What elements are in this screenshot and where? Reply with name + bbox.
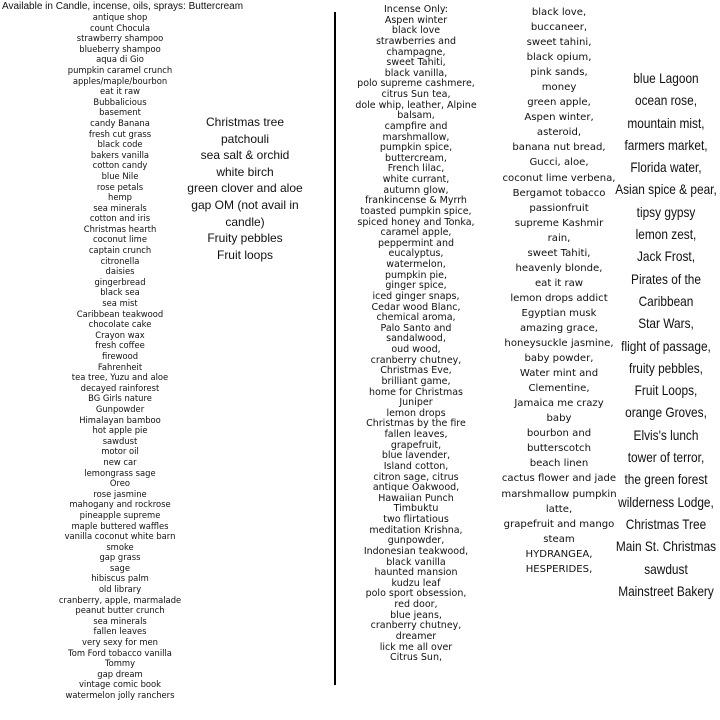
scent-item: cotton and iris [89,213,151,224]
scent-item: gunpowder, [387,535,445,547]
scent-item: cotton candy [92,160,148,171]
scent-item: chemical aroma, [376,312,456,324]
scent-item: marshmallow pumpkin [501,488,617,500]
scent-item: bakers vanilla [90,149,150,160]
scent-item: patchouli [220,131,270,146]
scent-item: peanut butter crunch [75,605,165,616]
scent-item: Hawaiian Punch [378,492,454,504]
scent-item: lemongrass sage [84,467,156,478]
scent-item: Oreo [109,478,131,489]
scent-item: eat it raw [100,86,140,97]
scent-item: lick me all over [379,641,453,653]
scent-item: brilliant game, [381,375,451,387]
scent-item: buccaneer, [530,22,588,34]
scent-item: citron sage, citrus [373,471,459,483]
scent-item: money [541,82,577,94]
scent-item: cranberry chutney, [370,620,462,632]
scent-item: Gunpowder [95,403,145,414]
scent-item: watermelon, [386,259,446,270]
scent-item: polo supreme cashmere, [357,78,475,90]
scent-item: aqua di Gio [96,54,144,65]
scent-item: fallen leaves, [384,429,448,440]
incense-scent-list [346,5,486,664]
scent-item: eucalyptus, [388,248,444,260]
scent-item: sea minerals [93,615,147,626]
scent-item: Water mint and [519,368,599,380]
scent-item: pink sands, [530,67,588,79]
scent-item: blue Lagoon [633,71,699,86]
scent-item: citrus Sun tea, [381,89,451,100]
scent-item: butterscotch [527,443,591,455]
scent-item: firewood [101,351,139,361]
scent-item: sea mist [102,298,138,309]
scent-item: Christmas tree [205,115,285,129]
scent-item: Aspen winter [384,14,448,26]
scent-item: sea salt & orchid [200,148,290,163]
scent-item: sawdust [644,561,688,577]
scent-item: bourbon and [526,428,592,440]
scent-item: autumn glow, [383,184,449,196]
scent-item: sweet Tahiti, [386,57,446,69]
scent-item: maple buttered waffles [71,520,169,531]
scent-item: pumpkin caramel crunch [67,64,173,75]
scent-item: Christmas Tree [625,516,707,532]
scent-item: Himalayan bamboo [79,414,161,425]
scent-item: black vanilla, [384,67,448,79]
scent-item: white birch [216,164,274,179]
scent-item: rose jasmine [93,488,147,499]
scent-item: white currant, [382,174,450,185]
scent-item: vintage comic book [78,679,162,690]
scent-item: lemon drops addict [510,292,608,304]
scent-item: dreamer [395,630,437,642]
scent-item: Aspen winter, [524,112,594,124]
scent-item: ginger spice, [385,280,447,292]
scent-item: mahogany and rockrose [69,499,171,510]
scent-item: coconut lime [93,234,147,245]
scent-item: the green forest [624,472,708,488]
scent-item: meditation Krishna, [369,524,463,536]
scent-item: antique shop [92,12,148,22]
scent-item: fruity pebbles, [629,360,703,376]
scent-item: iced ginger snaps, [372,290,460,302]
scent-item: polo sport obsession, [365,588,467,600]
scent-item: daisies [105,266,135,277]
scent-item: pineapple supreme [79,509,161,520]
scent-item: campfire and [384,120,448,132]
scent-item: Cedar wood Blanc, [371,301,461,313]
scent-item: coconut lime verbena, [502,172,616,184]
scent-item: green clover and aloe [187,181,303,196]
scent-item: new car [103,456,137,467]
scent-item: Indonesian teakwood, [363,545,469,557]
scent-item: smoke [106,541,134,552]
scent-item: heavenly blonde, [515,262,603,274]
scent-item: sweet tahini, [526,37,592,49]
scent-item: Clementine, [528,383,590,395]
scent-item: orange Groves, [625,405,707,421]
scent-item: Fruity pebbles [207,231,283,246]
scent-item: tower of terror, [627,450,705,466]
scent-item: Star Wars, [638,316,694,332]
themed-scent-list [613,68,720,603]
scent-item: black sea [100,287,140,298]
scent-item: Caribbean teakwood [76,308,164,319]
scent-item: eat it raw [534,277,584,289]
scent-item: Crayon wax [95,329,145,340]
scent-item: watermelon jolly ranchers [65,690,175,700]
scent-item: Mainstreet Bakery [618,583,714,599]
scent-item: BG Girls nature [88,393,152,404]
scent-item: very sexy for men [82,637,158,648]
scent-item: farmers market, [624,137,708,153]
scent-item: pumpkin spice, [379,142,453,154]
scent-item: vanilla coconut white barn [64,531,176,542]
scent-item: antique Oakwood, [372,482,460,494]
scent-item: French lilac, [387,163,445,175]
scent-item: balsam, [397,110,435,122]
scent-item: steam [543,533,575,545]
scent-item: Christmas hearth [83,223,157,234]
scent-item: gap grass [99,552,141,563]
scent-item: beach linen [529,458,589,470]
scent-item: HYDRANGEA, [525,548,593,560]
scent-item: hibiscus palm [91,573,149,584]
scent-item: blue Nile [101,170,139,181]
scent-item: blue lavender, [381,450,451,462]
scent-item: Citrus Sun, [390,652,442,664]
scent-item: caramel apple, [380,227,452,239]
scent-item: oud wood, [391,344,441,355]
scent-item: sage [110,562,130,573]
scent-item: amazing grace, [519,322,599,334]
scent-item: Juniper [399,397,433,409]
scent-item: honeysuckle jasmine, [504,338,614,350]
scent-item: candle) [225,214,265,229]
scent-item: black code [97,139,143,150]
scent-item: grapefruit and mango [503,518,615,530]
scent-item: Fahrenheit [97,361,143,372]
scent-item: Bergamot tobacco [512,187,606,199]
scent-item: Bubbalicious [93,96,147,107]
scent-item: asteroid, [536,127,582,139]
scent-item: sea minerals [93,202,147,213]
scent-item: Caribbean [638,293,694,309]
scent-item: flight of passage, [621,338,711,354]
scent-item: fallen leaves [93,626,147,637]
scent-item: green apple, [527,97,591,109]
scent-item: black love [391,25,441,37]
scent-item: strawberry shampoo [76,33,164,44]
scent-item: basement [99,107,141,118]
scent-item: gap OM (not avail in [191,197,299,212]
scent-item: citronella [100,255,140,266]
scent-item: Tommy [104,658,136,669]
scent-item: ocean rose, [634,93,698,109]
scent-item: Fruit loops [216,247,274,262]
scent-item: Elvis's lunch [633,427,699,443]
scent-item: Island cotton, [383,460,449,472]
scent-item: Pirates of the [631,271,701,287]
scent-item: Fruit Loops, [634,383,698,399]
scent-item: hot apple pie [92,425,148,436]
scent-item: frankincense & Myrrh [365,195,467,207]
scent-item: Jamaica me crazy [514,398,604,410]
scent-item: spiced honey and Tonka, [357,216,475,228]
scent-item: lemon zest, [635,227,697,243]
scent-item: passionfruit [529,202,589,214]
scent-item: black opium, [526,52,592,64]
scent-item: Tom Ford tobacco vanilla [68,647,172,658]
scent-item: peppermint and [377,237,455,249]
column-divider [334,12,336,685]
incense-scent-list-continued [485,5,633,577]
scent-item: blueberry shampoo [79,43,161,54]
scent-item: blue jeans, [390,609,442,621]
scent-item: tipsy gypsy [636,204,696,220]
scent-item: pumpkin pie, [384,269,448,281]
page-heading: Available in Candle, incense, oils, sprays: Buttercream [2,1,244,12]
scent-item: rain, [547,232,571,244]
scent-item: motor oil [101,446,139,457]
scent-item: grapefruit, [390,439,442,451]
scent-item: home for Christmas [369,386,463,398]
scent-item: Main St. Christmas [615,539,717,555]
scent-item: decayed rainforest [80,382,160,393]
scent-item: gingerbread [94,276,146,287]
scent-item: Palo Santo and [380,322,452,334]
scent-item: count Chocula [90,22,150,33]
scent-item: Christmas Eve, [380,365,452,377]
scent-item: old library [98,584,142,595]
scent-item: Incense Only: [384,4,448,15]
scent-item: wilderness Lodge, [618,494,714,510]
scent-item: black vanilla [386,556,446,568]
scent-item: latte, [545,503,573,515]
scent-item: marshmallow, [382,131,450,143]
scent-item: captain crunch [88,245,152,256]
scent-item: apples/maple/bourbon [72,75,168,86]
scent-item: baby [546,413,572,425]
scent-item: strawberries and [375,35,457,47]
scent-item: fresh coffee [95,340,145,351]
scent-item: rose petals [96,181,144,192]
scent-item: Timbuktu [393,503,439,515]
scent-item: dole whip, leather, Alpine [355,99,477,111]
scent-item: supreme Kashmir [514,217,604,229]
scent-item: kudzu leaf [391,577,441,589]
scent-item: Jack Frost, [636,249,696,265]
scent-item: Gucci, aloe, [529,157,589,169]
scent-item: cranberry chutney, [370,354,462,366]
extra-scent-list [172,114,318,263]
scent-item: toasted pumpkin spice, [360,205,472,217]
scent-item: sweet Tahiti, [527,247,591,259]
scent-item: gap dream [97,668,143,679]
scent-item: hemp [108,192,132,203]
scent-item: candy Banana [90,117,150,128]
scent-item: cranberry, apple, marmalade [58,594,182,605]
scent-item: sawdust [102,435,138,446]
scent-item: red door, [394,599,438,610]
scent-item: lemon drops [386,407,446,419]
scent-item: Asian spice & pear, [615,182,717,198]
scent-item: sandalwood, [386,333,446,345]
scent-item: fresh cut grass [88,128,152,139]
scent-item: Christmas by the fire [366,418,466,430]
scent-item: tea tree, Yuzu and aloe [71,372,169,383]
scent-item: chocolate cake [88,319,152,330]
scent-item: cactus flower and jade [501,473,617,485]
scent-item: black love, [531,7,587,18]
scent-item: haunted mansion [374,567,458,579]
scent-item: two flirtatious [383,514,449,525]
scent-item: mountain mist, [627,115,705,131]
scent-item: Egyptian musk [521,307,597,319]
scent-item: Florida water, [630,160,702,176]
scent-item: banana nut bread, [512,142,606,154]
scent-item: champagne, [386,46,446,58]
scent-item: buttercream, [385,152,447,164]
scent-item: baby powder, [524,353,594,365]
scent-item: HESPERIDES, [525,563,593,575]
